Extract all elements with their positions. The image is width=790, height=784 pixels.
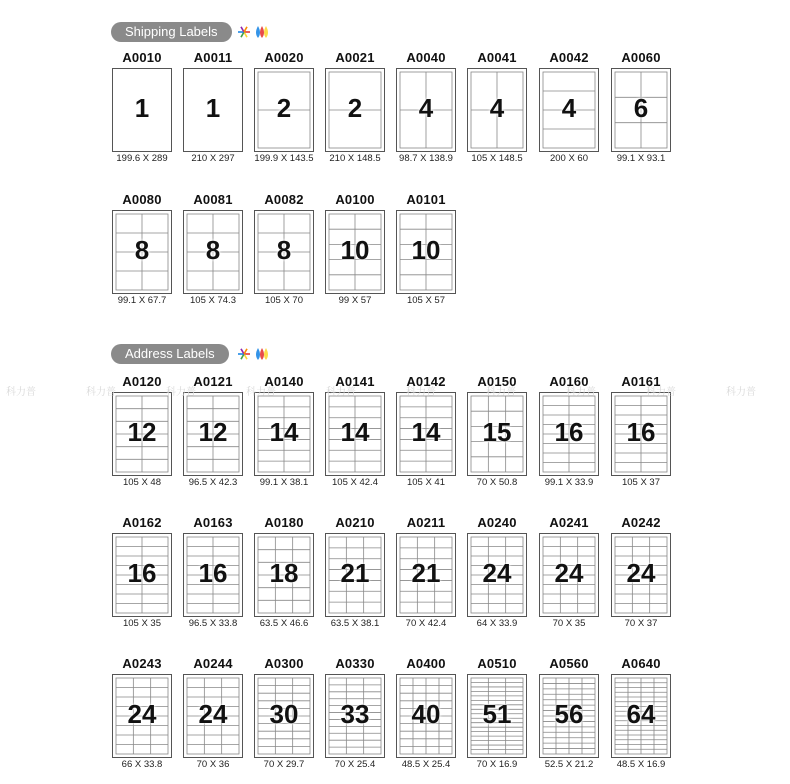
watermark: 科力普 xyxy=(406,387,436,398)
labels-per-sheet: 16 xyxy=(626,417,656,447)
label-dimensions: 210 X 297 xyxy=(191,153,235,164)
label-sheet xyxy=(325,210,385,294)
label-sheet xyxy=(539,533,599,617)
label-code: A0040 xyxy=(406,50,446,65)
labels-per-sheet: 24 xyxy=(626,558,656,588)
labels-per-sheet: 6 xyxy=(633,93,649,123)
label-code: A0240 xyxy=(477,515,517,530)
label-sheet xyxy=(112,674,172,758)
label-dimensions: 64 X 33.9 xyxy=(476,618,518,629)
labels-per-sheet: 51 xyxy=(482,699,512,729)
labels-per-sheet: 2 xyxy=(347,93,363,123)
label-code: A0162 xyxy=(122,515,162,530)
label-dimensions: 200 X 60 xyxy=(549,153,589,164)
labels-per-sheet: 12 xyxy=(127,417,157,447)
label-code: A0241 xyxy=(549,515,589,530)
watermark: 科力普 xyxy=(326,387,356,398)
label-code: A0041 xyxy=(477,50,517,65)
label-dimensions: 70 X 37 xyxy=(624,618,658,629)
label-code: A0244 xyxy=(193,656,233,671)
label-dimensions: 99.1 X 33.9 xyxy=(544,477,594,488)
watermark: 科力普 xyxy=(6,387,36,398)
label-code: A0211 xyxy=(406,515,446,530)
label-dimensions: 105 X 74.3 xyxy=(190,295,236,306)
label-sheet xyxy=(325,533,385,617)
label-sheet xyxy=(396,210,456,294)
label-code: A0140 xyxy=(264,374,304,389)
labels-per-sheet: 4 xyxy=(418,93,434,123)
label-code: A0210 xyxy=(335,515,375,530)
label-dimensions: 70 X 36 xyxy=(196,759,230,770)
label-code: A0330 xyxy=(335,656,375,671)
label-code: A0640 xyxy=(621,656,661,671)
labels-per-sheet: 24 xyxy=(482,558,512,588)
label-dimensions: 105 X 41 xyxy=(406,477,446,488)
label-sheet xyxy=(539,392,599,476)
label-sheet xyxy=(254,533,314,617)
labels-per-sheet: 21 xyxy=(340,558,370,588)
label-dimensions: 99.1 X 38.1 xyxy=(259,477,309,488)
label-sheet xyxy=(112,392,172,476)
label-code: A0510 xyxy=(477,656,517,671)
label-dimensions: 63.5 X 46.6 xyxy=(259,618,309,629)
label-code: A0163 xyxy=(193,515,233,530)
label-dimensions: 105 X 148.5 xyxy=(471,153,523,164)
label-sheet xyxy=(467,533,527,617)
label-dimensions: 96.5 X 33.8 xyxy=(188,618,238,629)
label-sheet xyxy=(539,674,599,758)
watermark: 科力普 xyxy=(726,387,756,398)
label-sheet xyxy=(611,533,671,617)
labels-per-sheet: 21 xyxy=(411,558,441,588)
label-code: A0060 xyxy=(621,50,661,65)
label-dimensions: 70 X 35 xyxy=(552,618,586,629)
label-code: A0121 xyxy=(193,374,233,389)
labels-per-sheet: 4 xyxy=(561,93,577,123)
labels-per-sheet: 16 xyxy=(554,417,584,447)
label-dimensions: 105 X 48 xyxy=(122,477,162,488)
label-dimensions: 105 X 42.4 xyxy=(332,477,378,488)
labels-per-sheet: 14 xyxy=(340,417,370,447)
watermark: 科力普 xyxy=(646,387,676,398)
label-dimensions: 70 X 25.4 xyxy=(334,759,376,770)
label-code: A0161 xyxy=(621,374,661,389)
label-sheet xyxy=(254,210,314,294)
label-dimensions: 99.1 X 93.1 xyxy=(616,153,666,164)
labels-per-sheet: 8 xyxy=(205,235,221,265)
label-code: A0081 xyxy=(193,192,233,207)
labels-per-sheet: 24 xyxy=(198,699,228,729)
label-code: A0011 xyxy=(193,50,233,65)
label-sheet xyxy=(112,533,172,617)
label-code: A0021 xyxy=(335,50,375,65)
labels-per-sheet: 15 xyxy=(482,417,512,447)
watermark: 科力普 xyxy=(486,387,516,398)
label-code: A0560 xyxy=(549,656,589,671)
label-code: A0180 xyxy=(264,515,304,530)
section-title-address: Address Labels xyxy=(111,344,229,364)
labels-per-sheet: 16 xyxy=(198,558,228,588)
label-code: A0242 xyxy=(621,515,661,530)
labels-per-sheet: 24 xyxy=(127,699,157,729)
label-sheet xyxy=(112,68,172,152)
labels-per-sheet: 18 xyxy=(269,558,299,588)
label-code: A0100 xyxy=(335,192,375,207)
label-dimensions: 105 X 37 xyxy=(621,477,661,488)
label-sheet xyxy=(112,210,172,294)
label-sheet xyxy=(611,68,671,152)
label-dimensions: 98.7 X 138.9 xyxy=(399,153,453,164)
labels-per-sheet: 24 xyxy=(554,558,584,588)
label-sheet xyxy=(325,674,385,758)
watermark: 科力普 xyxy=(166,387,196,398)
watermark: 科力普 xyxy=(246,387,276,398)
label-sheet xyxy=(325,68,385,152)
label-dimensions: 66 X 33.8 xyxy=(121,759,163,770)
label-dimensions: 99.1 X 67.7 xyxy=(117,295,167,306)
watermark: 科力普 xyxy=(566,387,596,398)
labels-per-sheet: 64 xyxy=(626,699,656,729)
label-sheet xyxy=(396,674,456,758)
labels-per-sheet: 8 xyxy=(276,235,292,265)
label-sheet xyxy=(254,392,314,476)
label-code: A0243 xyxy=(122,656,162,671)
label-sheet xyxy=(467,392,527,476)
labels-per-sheet: 1 xyxy=(134,93,150,123)
labels-per-sheet: 56 xyxy=(554,699,584,729)
label-code: A0010 xyxy=(122,50,162,65)
label-sheet xyxy=(325,392,385,476)
label-sheet xyxy=(467,68,527,152)
label-dimensions: 48.5 X 25.4 xyxy=(401,759,451,770)
labels-per-sheet: 16 xyxy=(127,558,157,588)
labels-per-sheet: 12 xyxy=(198,417,228,447)
labels-per-sheet: 30 xyxy=(269,699,299,729)
labels-per-sheet: 33 xyxy=(340,699,370,729)
label-sheet xyxy=(396,68,456,152)
label-dimensions: 99 X 57 xyxy=(338,295,372,306)
label-code: A0120 xyxy=(122,374,162,389)
label-dimensions: 52.5 X 21.2 xyxy=(544,759,594,770)
label-code: A0141 xyxy=(335,374,375,389)
label-sheet xyxy=(183,674,243,758)
label-sheet xyxy=(183,210,243,294)
label-code: A0020 xyxy=(264,50,304,65)
labels-per-sheet: 2 xyxy=(276,93,292,123)
labels-per-sheet: 10 xyxy=(340,235,370,265)
label-sheet xyxy=(183,533,243,617)
label-code: A0400 xyxy=(406,656,446,671)
labels-per-sheet: 14 xyxy=(411,417,441,447)
color-spark-icon xyxy=(236,23,270,41)
section-title-shipping: Shipping Labels xyxy=(111,22,232,42)
label-code: A0150 xyxy=(477,374,517,389)
labels-per-sheet: 1 xyxy=(205,93,221,123)
label-dimensions: 70 X 16.9 xyxy=(476,759,518,770)
label-code: A0101 xyxy=(406,192,446,207)
label-dimensions: 70 X 42.4 xyxy=(405,618,447,629)
label-sheet xyxy=(611,674,671,758)
label-dimensions: 48.5 X 16.9 xyxy=(616,759,666,770)
watermark: 科力普 xyxy=(86,387,116,398)
labels-per-sheet: 40 xyxy=(411,699,441,729)
labels-per-sheet: 8 xyxy=(134,235,150,265)
label-sheet xyxy=(183,392,243,476)
labels-per-sheet: 14 xyxy=(269,417,299,447)
label-sheet xyxy=(254,674,314,758)
label-dimensions: 105 X 57 xyxy=(406,295,446,306)
label-sheet xyxy=(183,68,243,152)
label-code: A0042 xyxy=(549,50,589,65)
label-dimensions: 199.6 X 289 xyxy=(116,153,168,164)
labels-per-sheet: 4 xyxy=(489,93,505,123)
label-dimensions: 199.9 X 143.5 xyxy=(254,153,314,164)
label-dimensions: 70 X 50.8 xyxy=(476,477,518,488)
label-dimensions: 105 X 35 xyxy=(122,618,162,629)
label-code: A0080 xyxy=(122,192,162,207)
label-code: A0082 xyxy=(264,192,304,207)
label-dimensions: 105 X 70 xyxy=(264,295,304,306)
label-sheet xyxy=(467,674,527,758)
label-code: A0160 xyxy=(549,374,589,389)
labels-per-sheet: 10 xyxy=(411,235,441,265)
label-sheet xyxy=(611,392,671,476)
label-sheet xyxy=(396,392,456,476)
label-sheet xyxy=(254,68,314,152)
label-code: A0142 xyxy=(406,374,446,389)
label-dimensions: 63.5 X 38.1 xyxy=(330,618,380,629)
label-dimensions: 210 X 148.5 xyxy=(329,153,381,164)
label-sheet xyxy=(539,68,599,152)
label-sheet xyxy=(396,533,456,617)
label-dimensions: 96.5 X 42.3 xyxy=(188,477,238,488)
color-spark-icon xyxy=(236,345,270,363)
label-code: A0300 xyxy=(264,656,304,671)
label-dimensions: 70 X 29.7 xyxy=(263,759,305,770)
